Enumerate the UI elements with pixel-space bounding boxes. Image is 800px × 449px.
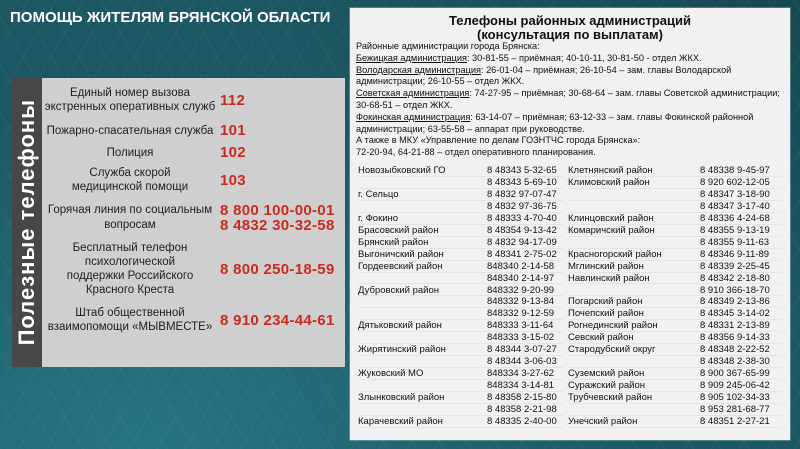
district-table-row <box>358 261 563 273</box>
district-table-row <box>568 368 782 380</box>
district-table-row <box>358 332 563 344</box>
district-phone: 8 920 602-12-05 <box>700 176 770 188</box>
district-phone: 848334 3-14-81 <box>487 380 555 392</box>
district-table-row <box>358 416 563 428</box>
useful-phones-panel <box>42 78 345 367</box>
city-intro: Районные администрации города Брянска: <box>356 41 540 51</box>
district-name: Севский район <box>568 332 634 344</box>
service-name-line: Пожарно-спасательная служба <box>46 124 214 137</box>
admin-name: Володарская администрация <box>356 64 481 75</box>
district-table-row <box>568 308 782 320</box>
service-name-line: Бесплатный телефон <box>72 242 188 254</box>
service-numbers <box>220 145 246 160</box>
district-table-row <box>568 177 782 189</box>
district-table-row <box>568 380 782 392</box>
service-name-line: экстренных оперативных служб <box>44 101 216 113</box>
service-numbers <box>220 93 245 108</box>
district-table-row <box>568 356 782 368</box>
district-table-row <box>568 273 782 285</box>
district-name: Дубровский район <box>358 284 440 296</box>
service-name-line: Красного Креста <box>85 284 175 296</box>
service-name-line: Горячая линия по социальным <box>47 204 213 216</box>
district-phone: 848334 3-27-62 <box>487 368 555 380</box>
phone-number: 103 <box>220 171 246 189</box>
district-phone: 8 48338 9-45-97 <box>700 165 770 176</box>
useful-phones-label-strip <box>12 78 42 367</box>
district-table-row <box>568 332 782 344</box>
district-table-row <box>358 320 563 332</box>
district-table-row <box>358 177 563 189</box>
district-table-row <box>358 308 563 320</box>
service-name-line: Единый номер вызова <box>70 87 190 99</box>
district-table-row <box>358 404 563 416</box>
service-row <box>42 86 345 114</box>
district-table-row <box>568 392 782 404</box>
phone-number: 112 <box>220 91 246 109</box>
phone-number: 8 910 234-44-61 <box>220 311 335 329</box>
phone-number: 101 <box>220 122 246 139</box>
district-phone: 8 48342 2-18-80 <box>700 272 770 284</box>
service-name-line: Штаб общественной <box>75 307 185 319</box>
district-phone: 8 48358 2-21-98 <box>487 404 557 415</box>
district-name: Унечский район <box>568 415 638 427</box>
service-name-line: Служба скорой <box>89 167 171 179</box>
district-name: г. Фокино <box>358 212 399 224</box>
district-phone: 8 48331 2-13-89 <box>700 320 770 332</box>
district-name: Мглинский район <box>568 260 644 272</box>
district-table-row <box>358 368 563 380</box>
service-name-line: медицинской помощи <box>71 181 189 193</box>
district-phone: 8 48356 9-14-33 <box>700 332 770 344</box>
useful-phones-label: Полезные телефоны <box>14 99 39 346</box>
district-phone: 8 48349 2-13-86 <box>700 296 770 308</box>
district-phone: 848332 9-13-84 <box>487 296 555 308</box>
service-name-line: поддержки Российского <box>66 270 194 282</box>
district-phone: 8 48355 9-11-63 <box>700 236 770 248</box>
district-name: Комаричский район <box>568 224 655 236</box>
district-table-row <box>358 392 563 404</box>
district-name: Злынковский район <box>358 392 445 404</box>
admin-entry-continuation: 30-68-51 – отдел ЖКХ. <box>356 99 453 110</box>
district-table-row <box>358 249 563 261</box>
district-phone: 8 48354 9-13-42 <box>487 224 557 236</box>
district-name: Жирятинский район <box>358 344 446 356</box>
district-phone: 8 900 367-65-99 <box>700 368 770 380</box>
district-table-left <box>358 165 563 430</box>
district-phone: 8 48346 9-11-89 <box>700 248 770 260</box>
district-table-row <box>568 165 782 177</box>
district-phone: 8 48347 3-17-40 <box>700 200 770 212</box>
service-name <box>44 124 216 138</box>
district-name: Суражский район <box>568 380 645 392</box>
district-name: Трубчевский район <box>568 392 653 404</box>
service-numbers <box>220 173 246 188</box>
phone-number: 8 4832 30-32-58 <box>220 217 335 234</box>
district-name: Красногорский район <box>568 248 662 260</box>
district-name: Клинцовский район <box>568 212 654 224</box>
district-phone: 8 909 245-06-42 <box>700 380 770 392</box>
service-name-line: взаимопомощи «МЫВМЕСТЕ» <box>47 321 213 333</box>
district-table-row <box>358 285 563 297</box>
district-phone: 8 48335 2-40-00 <box>487 415 557 427</box>
district-table-row <box>568 189 782 201</box>
admin-entry <box>356 53 788 65</box>
district-admins-heading <box>350 14 790 41</box>
district-phone: 8 910 366-18-70 <box>700 284 770 296</box>
district-table-row <box>358 201 563 213</box>
service-row <box>42 203 345 233</box>
district-name: Климовский район <box>568 176 650 188</box>
admin-name: Фокинская администрация <box>356 111 471 122</box>
district-name: Выгоничский район <box>358 248 444 260</box>
page-title: ПОМОЩЬ ЖИТЕЛЯМ БРЯНСКОЙ ОБЛАСТИ <box>10 9 331 26</box>
district-table-row <box>358 213 563 225</box>
district-phone: 848340 2-14-58 <box>487 260 555 272</box>
district-phone: 8 905 102-34-33 <box>700 392 770 404</box>
district-phone: 8 4832 97-07-47 <box>487 188 557 200</box>
district-phone: 848332 9-12-59 <box>487 308 555 320</box>
district-name: Стародубский округ <box>568 344 656 356</box>
admin-phones: : 63-14-07 – приёмная; 63-12-33 – зам. главы Фокинской районной <box>470 111 754 122</box>
admin-entry-continuation: администрации; 63-55-58 – аппарат при руководстве. <box>356 123 585 134</box>
phone-number: 102 <box>220 144 246 161</box>
district-name: г. Сельцо <box>358 188 399 200</box>
district-phone: 8 48341 2-75-02 <box>487 248 557 260</box>
service-row <box>42 306 345 334</box>
mku-phones: 72-20-94, 64-21-88 – отдел оперативного планирования. <box>356 147 596 158</box>
district-name: Почепский район <box>568 308 644 320</box>
district-table-right <box>568 165 782 430</box>
admin-entry <box>356 65 788 77</box>
admin-name: Бежицкая администрация <box>356 52 467 63</box>
service-row <box>42 123 345 138</box>
district-table-row <box>568 285 782 297</box>
district-admins-title: Телефоны районных администраций <box>449 13 691 28</box>
district-table-row <box>568 225 782 237</box>
district-phone: 8 48336 4-24-68 <box>700 212 770 224</box>
district-name: Брасовский район <box>358 224 439 236</box>
district-name: Суземский район <box>568 368 645 380</box>
district-table-row <box>358 273 563 285</box>
district-phone: 8 48344 3-07-27 <box>487 344 557 356</box>
district-table-row <box>568 261 782 273</box>
district-table-row <box>358 225 563 237</box>
district-table-row <box>568 404 782 416</box>
district-phone: 8 4832 94-17-09 <box>487 236 557 248</box>
district-phone: 8 4832 97-36-75 <box>487 200 557 212</box>
district-table-row <box>358 237 563 249</box>
admin-entry-continuation: администрации; 26-10-55 – отдел ЖКХ. <box>356 76 525 87</box>
service-name <box>44 241 216 297</box>
district-name: Дятьковский район <box>358 320 442 332</box>
district-name: Жуковский МО <box>358 368 424 380</box>
district-phone: 8 48348 2-38-30 <box>700 356 770 368</box>
service-name-line: вопросам <box>104 219 156 231</box>
district-table-row <box>358 296 563 308</box>
district-table-row <box>568 296 782 308</box>
district-table-row <box>358 344 563 356</box>
service-numbers <box>220 203 335 233</box>
district-phone: 848333 3-11-64 <box>487 320 554 332</box>
service-name <box>44 146 216 160</box>
service-row <box>42 145 345 160</box>
phone-number: 8 800 100-00-01 <box>220 202 335 219</box>
district-phone: 8 48343 5-32-65 <box>487 165 557 176</box>
service-numbers <box>220 123 246 138</box>
district-name: Новозыбковский ГО <box>358 165 446 176</box>
district-phone: 8 953 281-68-77 <box>700 404 770 415</box>
district-table-row <box>568 344 782 356</box>
district-table-row <box>568 237 782 249</box>
district-phone: 8 48348 2-22-52 <box>700 344 770 356</box>
admin-phones: : 30-81-55 – приёмная; 40-10-11, 30-81-50 - отдел ЖКХ. <box>466 52 702 63</box>
district-phone: 8 48343 5-69-10 <box>487 176 557 188</box>
district-phone: 8 48358 2-15-80 <box>487 392 557 404</box>
district-name: Навлинский район <box>568 272 650 284</box>
district-table-row <box>568 249 782 261</box>
city-administrations <box>356 41 788 159</box>
district-phone: 8 48345 3-14-02 <box>700 308 770 320</box>
district-name: Клетнянский район <box>568 165 653 176</box>
district-phone: 848340 2-14-97 <box>487 272 555 284</box>
service-name-line: Полиция <box>106 146 154 159</box>
district-phone: 848333 3-15-02 <box>487 332 555 344</box>
district-phone: 848332 9-20-99 <box>487 284 555 296</box>
district-name: Брянский район <box>358 236 429 248</box>
district-table-row <box>358 356 563 368</box>
service-name <box>44 306 216 334</box>
district-admins-subtitle: (консультация по выплатам) <box>476 26 663 42</box>
district-phone: 8 48333 4-70-40 <box>487 212 557 224</box>
district-table-row <box>358 380 563 392</box>
admin-phones: : 26-01-04 – приёмная; 26-10-54 – зам. главы Володарской <box>480 64 732 75</box>
service-row <box>42 241 345 297</box>
district-name: Рогнединский район <box>568 320 658 332</box>
district-phone: 8 48347 3-18-90 <box>700 188 770 200</box>
district-table-row <box>568 416 782 428</box>
admin-entry <box>356 112 788 124</box>
district-table-row <box>568 320 782 332</box>
district-phone: 8 48344 3-06-03 <box>487 356 557 368</box>
phone-number: 8 800 250-18-59 <box>220 260 335 278</box>
service-name <box>44 86 216 114</box>
district-table-row <box>358 165 563 177</box>
district-phone: 8 48355 9-13-19 <box>700 224 770 236</box>
service-name <box>44 166 216 194</box>
district-phone: 8 48339 2-25-45 <box>700 260 770 272</box>
service-numbers <box>220 313 335 328</box>
district-table-row <box>358 189 563 201</box>
district-admins-panel <box>350 8 790 440</box>
admin-name: Советская администрация <box>356 88 470 99</box>
service-name-line: психологической <box>84 256 176 268</box>
mku-intro: А также в МКУ «Управление по делам ГОЗНТЧС города Брянска»: <box>356 135 641 146</box>
district-name: Карачевский район <box>358 415 443 427</box>
district-phone: 8 48351 2-27-21 <box>700 415 770 427</box>
admin-phones: : 74-27-95 – приёмная; 30-68-64 – зам. главы Советской администрации; <box>469 88 780 99</box>
district-name: Погарский район <box>568 296 643 308</box>
district-table-row <box>568 213 782 225</box>
district-table-row <box>568 201 782 213</box>
service-row <box>42 166 345 194</box>
service-numbers <box>220 262 335 277</box>
service-name <box>44 203 216 233</box>
admin-entry <box>356 88 788 100</box>
district-name: Гордеевский район <box>358 260 443 272</box>
